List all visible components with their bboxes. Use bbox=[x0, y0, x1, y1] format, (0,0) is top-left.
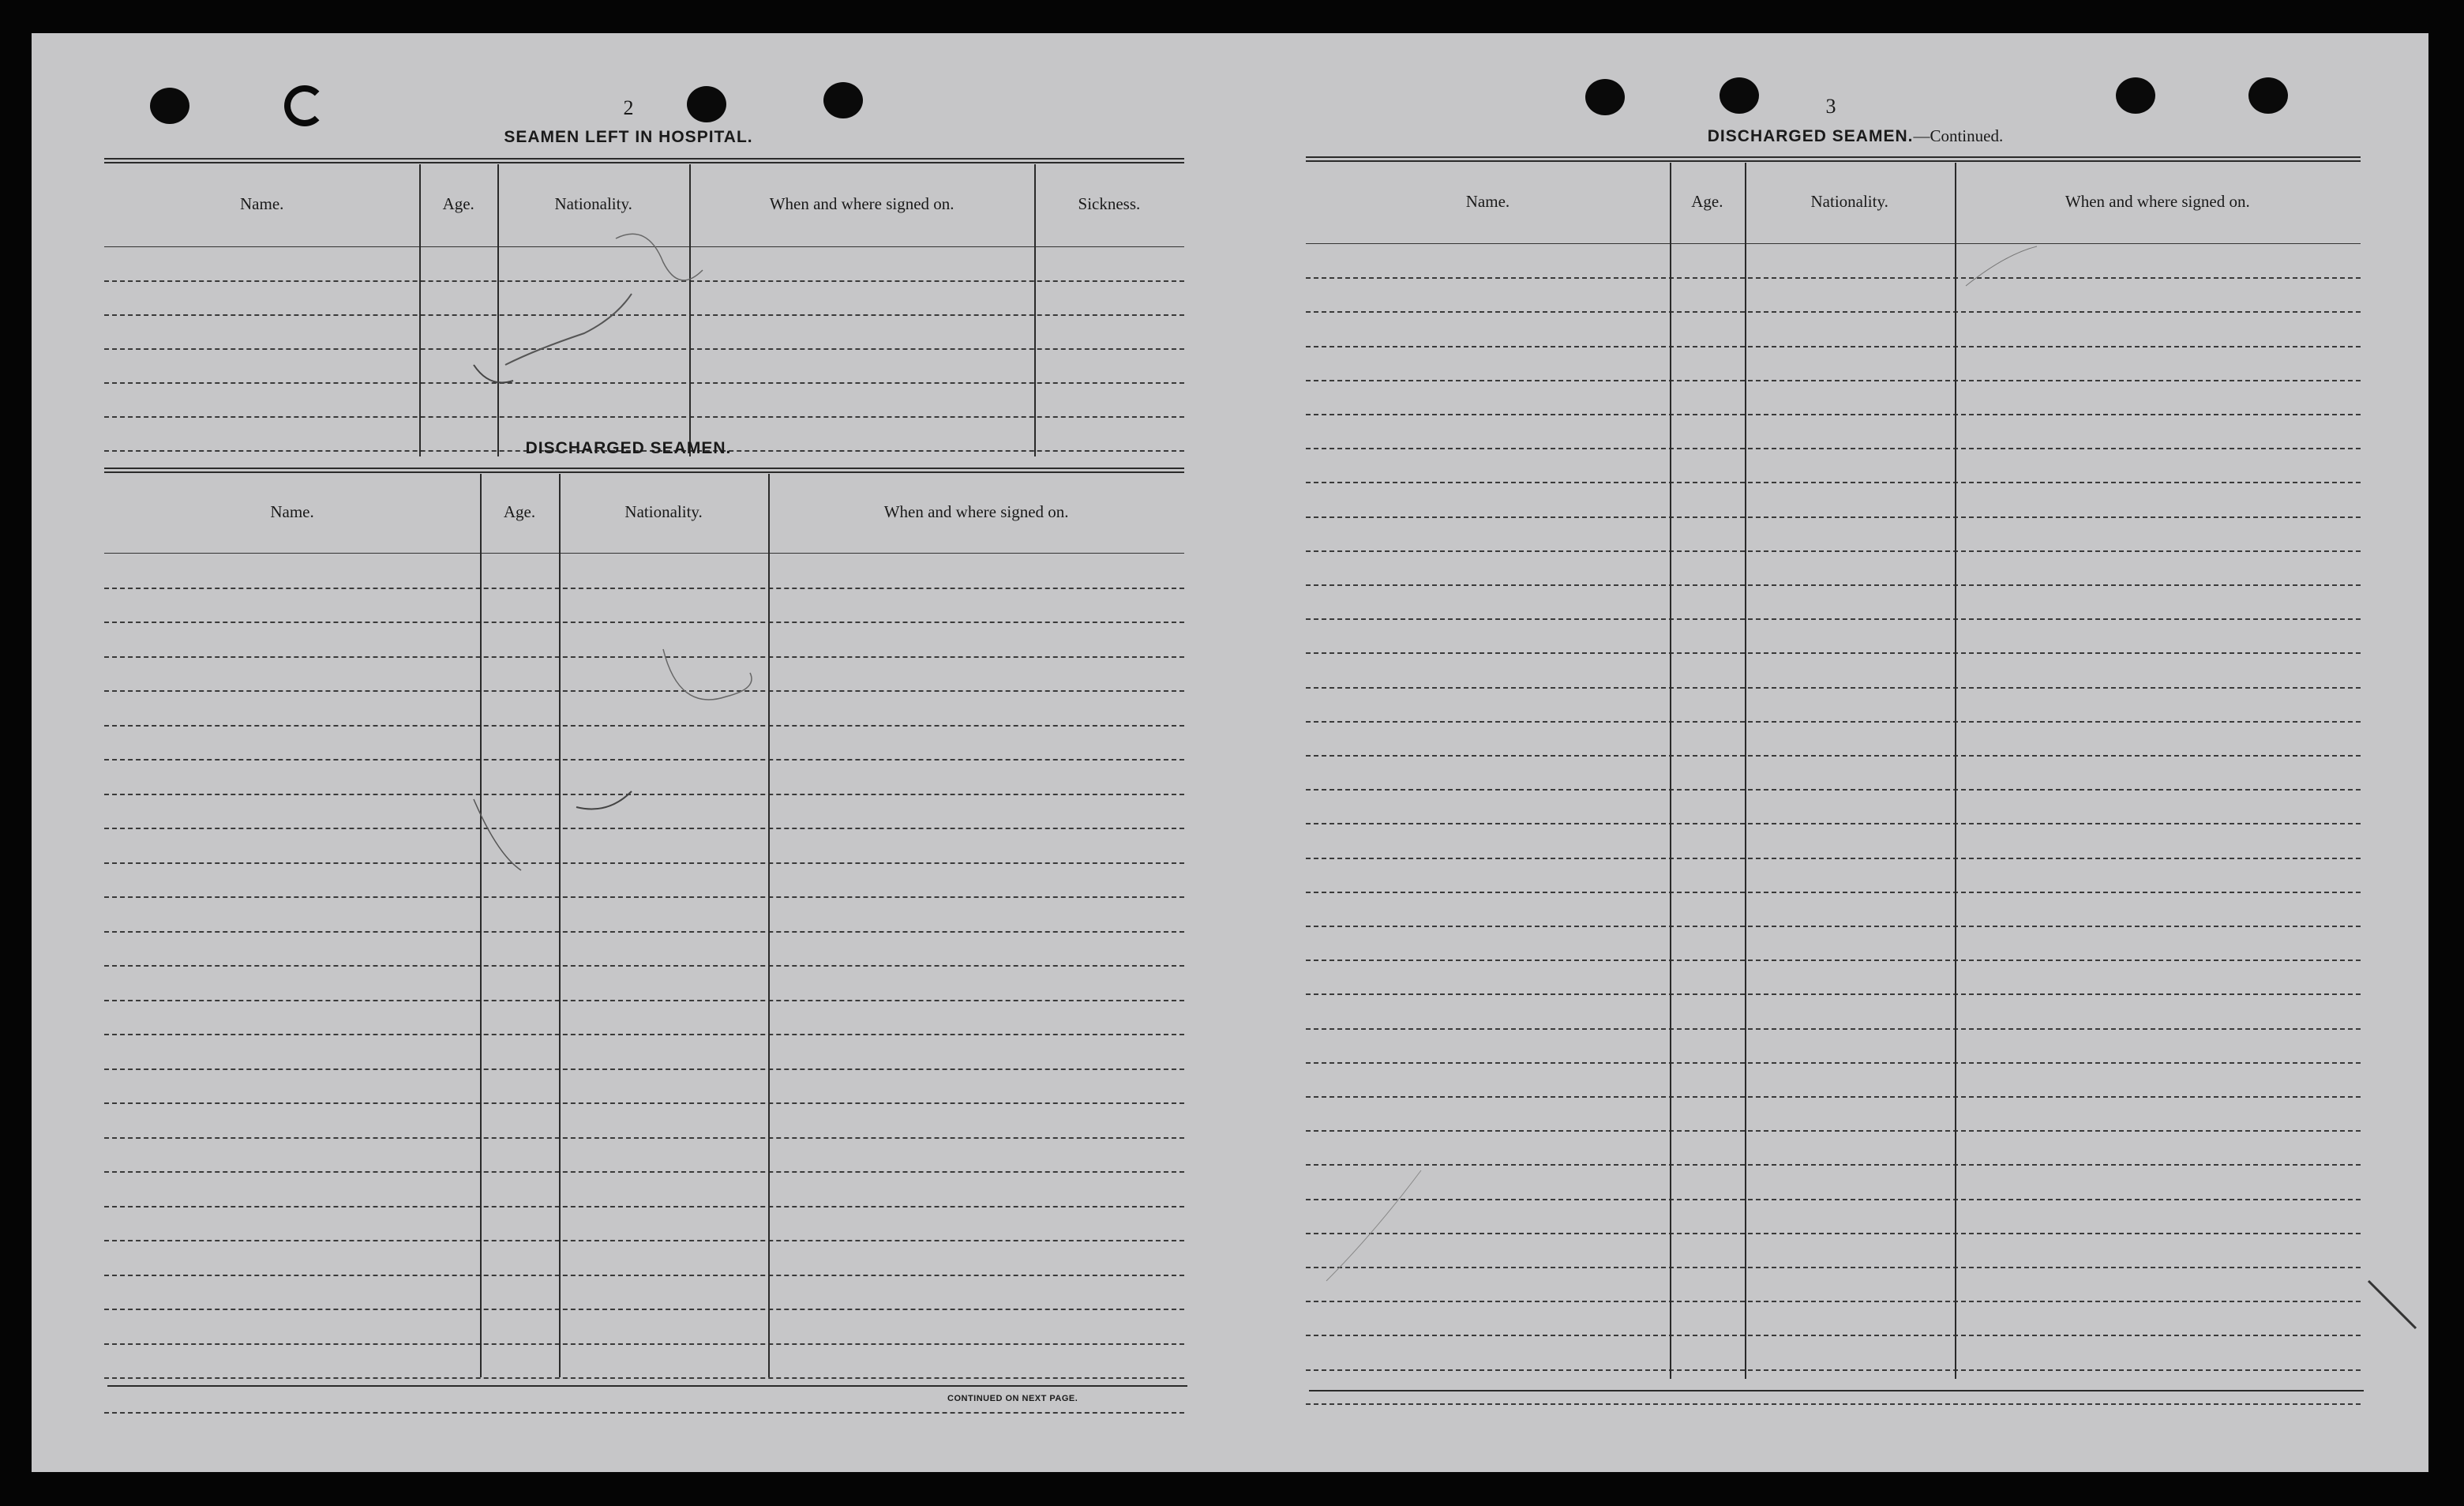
page-number-left: 2 bbox=[623, 96, 634, 119]
column-header: Nationality. bbox=[624, 502, 703, 521]
column-header: Name. bbox=[240, 194, 284, 213]
column-header: When and where signed on. bbox=[2065, 192, 2250, 211]
column-header: Age. bbox=[1691, 192, 1723, 211]
column-header: Age. bbox=[442, 194, 474, 213]
continued-note: CONTINUED ON NEXT PAGE. bbox=[947, 1394, 1078, 1403]
column-header: Nationality. bbox=[1810, 192, 1888, 211]
hospital-section-title: SEAMEN LEFT IN HOSPITAL. bbox=[504, 128, 753, 146]
column-header: Name. bbox=[1465, 192, 1510, 211]
column-header: Age. bbox=[503, 502, 536, 521]
page-number-right: 3 bbox=[1825, 95, 1836, 118]
pencil-marks bbox=[32, 33, 2428, 1472]
column-header: Name. bbox=[270, 502, 314, 521]
column-header: When and where signed on. bbox=[883, 502, 1069, 521]
column-header: When and where signed on. bbox=[769, 194, 954, 213]
column-header: Sickness. bbox=[1078, 194, 1141, 213]
continued-suffix: —Continued. bbox=[1913, 126, 2004, 145]
discharged-title-main: DISCHARGED SEAMEN. bbox=[1707, 127, 1914, 145]
discharged-section-title-left: DISCHARGED SEAMEN. bbox=[525, 439, 732, 457]
column-header: Nationality. bbox=[554, 194, 632, 213]
document-sheet bbox=[32, 33, 2428, 1472]
